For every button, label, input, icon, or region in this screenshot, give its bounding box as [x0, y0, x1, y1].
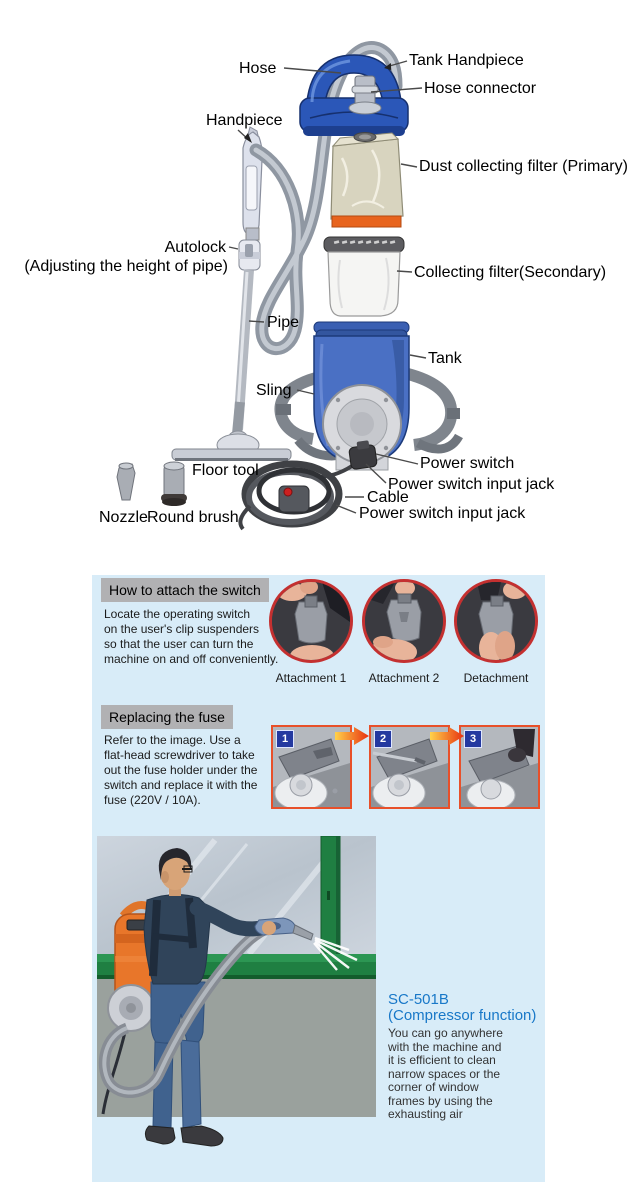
- secondary-filter-drawing: [324, 237, 404, 316]
- label-tank: Tank: [428, 350, 462, 367]
- product-model: [388, 992, 536, 1024]
- label-collecting-filter: Collecting filter(Secondary): [414, 264, 607, 281]
- label-tank-handpiece: Tank Handpiece: [409, 52, 524, 69]
- text-line: Locate the operating switch: [104, 607, 251, 621]
- label-power-switch: Power switch: [420, 455, 515, 472]
- label-power-switch-input-jack-lower: Power switch input jack: [359, 505, 526, 522]
- label-autolock: Autolock: [164, 239, 226, 256]
- text-line: it is efficient to clean: [388, 1053, 496, 1067]
- text-line: so that the user can turn the: [104, 637, 254, 651]
- caption-attachment-2: Attachment 2: [368, 671, 440, 685]
- label-pipe: Pipe: [267, 314, 300, 331]
- attachment-1-photo: [269, 579, 353, 663]
- label-autolock-sub: (Adjusting the height of pipe): [24, 258, 228, 275]
- text-line: frames by using the: [388, 1093, 493, 1108]
- text-line: fuse (220V / 10A).: [104, 793, 201, 807]
- step-badge-2: 2: [374, 730, 392, 748]
- step-badge-3: 3: [464, 730, 482, 748]
- attachment-2-photo: [362, 579, 446, 663]
- label-floor-tool: Floor tool: [192, 462, 259, 479]
- step-arrow-1: [335, 727, 369, 745]
- caption-attachment-1: Attachment 1: [275, 671, 347, 685]
- caption-detachment: Detachment: [463, 671, 529, 685]
- model-number: SC-501B: [388, 991, 449, 1008]
- text-line: flat-head screwdriver to take: [104, 748, 255, 762]
- label-power-switch-input-jack-upper: Power switch input jack: [388, 476, 555, 493]
- label-cable: Cable: [367, 489, 409, 506]
- text-line: out the fuse holder under the: [104, 763, 258, 777]
- label-sling: Sling: [256, 382, 292, 399]
- label-nozzle: Nozzle: [99, 509, 148, 526]
- step-arrow-2: [430, 727, 464, 745]
- round-brush-drawing: [161, 462, 187, 506]
- text-line: narrow spaces or the: [388, 1066, 501, 1081]
- fuse-section-body: [104, 733, 257, 808]
- fuse-section-heading: Replacing the fuse: [101, 705, 233, 729]
- text-line: You can go anywhere: [388, 1026, 503, 1040]
- text-line: exhausting air: [388, 1107, 463, 1121]
- label-hose: Hose: [239, 60, 277, 77]
- model-sub: (Compressor function): [388, 1007, 537, 1024]
- text-line: with the machine and: [388, 1039, 502, 1054]
- usage-illustration: [97, 836, 376, 1181]
- text-line: Refer to the image. Use a: [104, 733, 241, 747]
- text-line: machine on and off conveniently.: [104, 652, 279, 666]
- text-line: on the user's clip suspenders: [104, 622, 260, 636]
- label-dust-filter: Dust collecting filter (Primary): [419, 158, 628, 175]
- instruction-panel: [92, 575, 545, 1182]
- fuse-step-3-photo: [459, 725, 540, 809]
- label-handpiece: Handpiece: [206, 112, 283, 129]
- step-badge-1: 1: [276, 730, 294, 748]
- product-description: [388, 1027, 503, 1122]
- detachment-photo: [454, 579, 538, 663]
- label-round-brush: Round brush: [147, 509, 239, 526]
- text-line: switch and replace it with the: [104, 778, 258, 792]
- text-line: corner of window: [388, 1080, 479, 1094]
- dust-filter-drawing: [331, 133, 403, 228]
- switch-section-body: [104, 607, 278, 667]
- nozzle-drawing: [117, 463, 135, 500]
- switch-section-heading: How to attach the switch: [101, 578, 269, 602]
- label-hose-connector: Hose connector: [424, 80, 537, 97]
